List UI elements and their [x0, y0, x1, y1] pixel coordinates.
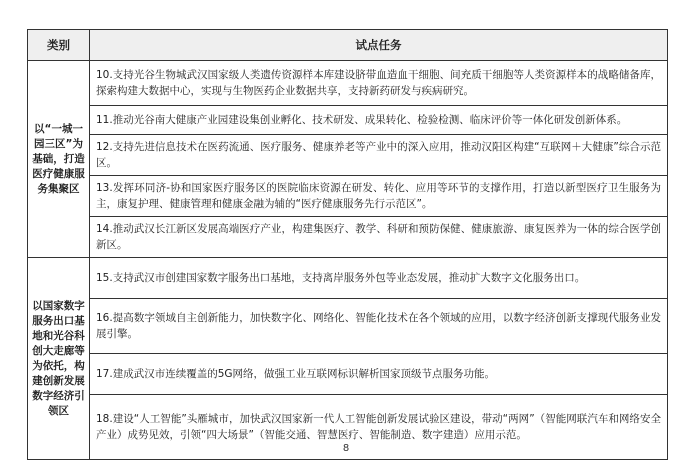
task-cell-10: 10.支持光谷生物城武汉国家级人类遗传资源样本库建设脐带血造血干细胞、间充质干细胞等人类资源样本的战略储备库，探索构建大数据中心，实现与生物医药企业数据共享，支持新药研发与疾病研究。: [90, 61, 668, 106]
table-row: [28, 135, 668, 176]
task-cell-13: 13.发挥环同济-协和国家医疗服务区的医院临床资源在研发、转化、应用等环节的支撑作用，打造以新型医疗卫生服务为主，康复护理、健康管理和健康金融为辅的“医疗健康服务先行示范区”。: [90, 176, 668, 217]
task-cell-17: 17.建成武汉市连续覆盖的5G网络，做强工业互联网标识解析国家顶级节点服务功能。: [90, 354, 668, 395]
task-cell-16: 16.提高数字领域自主创新能力，加快数字化、网络化、智能化技术在各个领域的应用，以数字经济创新支撑现代服务业发展引擎。: [90, 299, 668, 354]
category-cell-digital-economy: 以国家数字服务出口基地和光谷科创大走廊等为依托，构建创新发展数字经济引领区: [28, 258, 90, 460]
task-cell-12: 12.支持先进信息技术在医药流通、医疗服务、健康养老等产业中的深入应用，推动汉阳区构建“互联网＋大健康”综合示范区。: [90, 135, 668, 176]
table-row: [28, 354, 668, 395]
table-row: [28, 106, 668, 135]
table-row: [28, 258, 668, 299]
category-cell-health-cluster: 以“一城一园三区”为基础，打造医疗健康服务集聚区: [28, 61, 90, 258]
table-header-row: [28, 30, 668, 61]
task-cell-18: 18.建设“人工智能”头雁城市，加快武汉国家新一代人工智能创新发展试验区建设，带动“两网”（智能网联汽车和网络安全产业）成势见效，引领“四大场景”（智能交通、智慧医疗、智能制造、数字建造）应用示范。: [90, 395, 668, 460]
table-row: [28, 217, 668, 258]
page-number: 8: [342, 443, 350, 454]
table-row: [28, 176, 668, 217]
task-cell-15: 15.支持武汉市创建国家数字服务出口基地，支持离岸服务外包等业态发展，推动扩大数字文化服务出口。: [90, 258, 668, 299]
task-cell-11: 11.推动光谷南大健康产业园建设集创业孵化、技术研发、成果转化、检验检测、临床评价等一体化研发创新体系。: [90, 106, 668, 135]
task-cell-14: 14.推动武汉长江新区发展高端医疗产业，构建集医疗、教学、科研和预防保健、健康旅游、康复医养为一体的综合医学创新区。: [90, 217, 668, 258]
header-tasks: 试点任务: [90, 30, 668, 61]
table-row: [28, 299, 668, 354]
header-category: 类别: [28, 30, 90, 61]
pilot-task-table: [27, 29, 668, 460]
table-row: [28, 61, 668, 106]
